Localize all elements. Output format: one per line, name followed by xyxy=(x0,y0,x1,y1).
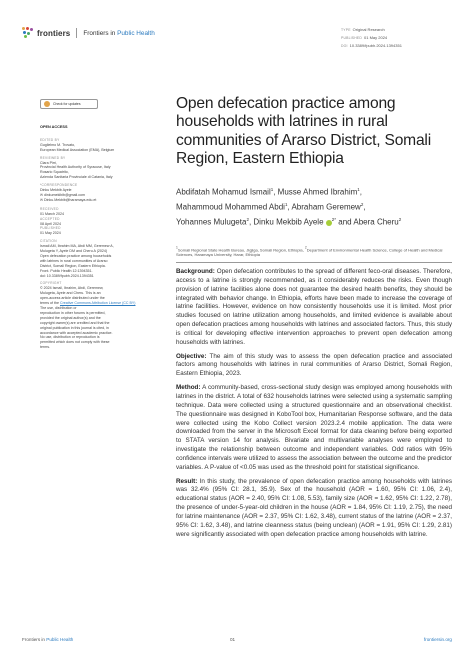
check-updates-button[interactable]: Check for updates xyxy=(40,99,98,109)
article-meta: TYPE Original Research PUBLISHED 01 May 2024 DOI 10.3389/fpubh.2024.1394351 xyxy=(341,27,402,48)
article-type: Original Research xyxy=(352,27,385,32)
update-icon xyxy=(44,101,50,107)
article-title: Open defecation practice among households with latrines in rural communities of Ararso District, Somali Region, Eastern Ethiopia xyxy=(176,95,431,168)
footer-journal: Frontiers in Public Health xyxy=(22,637,74,642)
divider xyxy=(176,262,452,263)
abstract-result: Result: In this study, the prevalence of open defecation practice among households with latrines was 32.4% (95% CI: 28.1, 35.9). Sex of the household (AOR = 1.60, 95% CI: 1.06, 2.4), educational status (AOR = 2.40, 95% CI: 1.08, 5.53), family size (AOR = 1.62, 95% CI: 1.22, 2.78), the presence of under-5-year-old children in the house (AOR = 1.84, 95% CI: 1.19, 2.75), the need for latrine maintenance (AOR = 2.37, 95% CI: 1.62, 3.48), current status of the latrine (AOR = 2.37, 95% CI: 1.62, 3.48), and latrine cleanness status (being unclean) (AOR = 1.91, 95% CI: 1.29, 2.81) were significantly associated with open defecation practice among households with latrine. xyxy=(176,477,453,538)
doi-link[interactable]: 10.3389/fpubh.2024.1394351 xyxy=(349,43,402,48)
sidebar: Check for updates OPEN ACCESS EDITED BY Guglielmo M. Trovato, European Medical Association (EMA), Belgium REVIEWED BY Clara Pirri, Provincial Health Authority of Syracuse, Italy Rosario Squatrito, Azienda Sanitaria Provinciale di Catania, Italy *CORRESPONDENCE Dinku Mekbib Ayele ✉ dinkumekibib@gmail.com ✉ Dinku.Mekbib@haramaya.edu.et RECEIVED 01 March 2024 ACCEPTED 08 April 2024 PUBLISHED 01 May 2024 CITATION Ismail AM, Ibrahim MA, Abdi MM, Geremew A, Mulugeta Y, Ayele DM and Cheru A (2024) Open defecation practice among households with latrines in rural communities of Ararso District, Somali Region, Eastern Ethiopia. Front. Public Health 12:1394351. doi: 10.3389/fpubh.2024.1394351 COPYRIGHT © 2024 Ismail, Ibrahim, Abdi, Geremew, Mulugeta, Ayele and Cheru. This is an open-access article distributed under the terms of the Creative Commons Attribution License (CC BY) The use, distribution or reproduction in other forums is permitted, provided the original author(s) and the copyright owner(s) are credited and that the original publication in this journal is cited, in accordance with accepted academic practice. No use, distribution or reproduction is permitted which does not comply with these terms. xyxy=(40,99,146,350)
frontiers-dots-icon xyxy=(22,27,34,39)
email-link[interactable]: ✉ Dinku.Mekbib@haramaya.edu.et xyxy=(40,197,97,202)
abstract-background: Background: Open defecation contributes to the spread of different feco-oral diseases. Therefore, access to a latrine is strongly recommended, as it considerably reduces the risks. Even though provision of latrine facilities alone does not guarantee the desired health benefits, they should be integrated with behavior change. In Ethiopia, efforts have been made to increase the coverage of latrine facilities. However, evidence on how consistently households use it is limited. Most prior studies focused on latrine utilization among households, and limited evidence is available about open defecation practices among households with latrines and associated factors. Thus, this study is critical for developing effective intervention approaches to prevent open defecation among households with latrines. xyxy=(176,268,452,346)
email-link[interactable]: ✉ dinkumekibib@gmail.com xyxy=(40,192,86,197)
page-header xyxy=(0,0,474,52)
logo-divider xyxy=(76,28,77,38)
abstract xyxy=(176,268,452,544)
brand-name: frontiers xyxy=(37,28,71,38)
publish-date: 01 May 2024 xyxy=(364,35,388,40)
abstract-objective: Objective: The aim of this study was to assess the open defecation practice and associated factors among households with latrines in rural communities of Ararso District, Somali Region, Eastern Ethiopia, 2023. xyxy=(176,352,452,378)
doi-link[interactable]: doi: 10.3389/fpubh.2024.1394351 xyxy=(40,273,94,278)
site-link[interactable]: frontiersin.org xyxy=(423,637,452,642)
license-link[interactable]: Creative Commons Attribution License (CC BY) xyxy=(59,301,136,306)
author-list: Abdifatah Mohamud Ismail$^1$, Musse Ahmed Ibrahim$^1$, Mahammoud Mohammed Abdi$^1$, Abraham Geremew$^2$, Yohannes Mulugeta$^2$, Dinku Mekbib Ayele $^{2*}$ and Abera Cheru$^2$ xyxy=(176,187,402,227)
open-access-label: OPEN ACCESS xyxy=(40,125,68,129)
journal-name: Frontiers in Public Health xyxy=(83,29,155,37)
abstract-method: Method: A community-based, cross-sectional study design was employed among households with latrines in the district. A total of 632 households latrines were selected using a systematic sampling technique. Data were collected using a structured questionnaire and an observational checklist. The questionnaire was designed in KoboTool box, Humanitarian Response software, and the data were collected using the Kobo Collect version 2023.2.4 mobile application. The data were downloaded from the server in the Microsoft Excel format for data cleaning before being exported to STATA version 14 for analysis. Bivariate and multivariable analyses were employed to investigate the relationship between outcome and independent variables. Odd ratios with 95% confidence intervals were utilized to assess the association between the outcome and the predictor variables. A P-value of <0.05 was used as the threshold point for statistical significance. xyxy=(176,384,452,471)
affiliations: $^1$Somali Regional State Health Bureau, Jigjiga, Somali Region, Ethiopia, $^2$Department of Environmental Health Science, College of Health and Medical Sciences, Haramaya University, Harar, Ethiopia xyxy=(176,246,443,258)
page-number: 01 xyxy=(230,637,236,642)
frontiers-logo xyxy=(22,27,155,39)
